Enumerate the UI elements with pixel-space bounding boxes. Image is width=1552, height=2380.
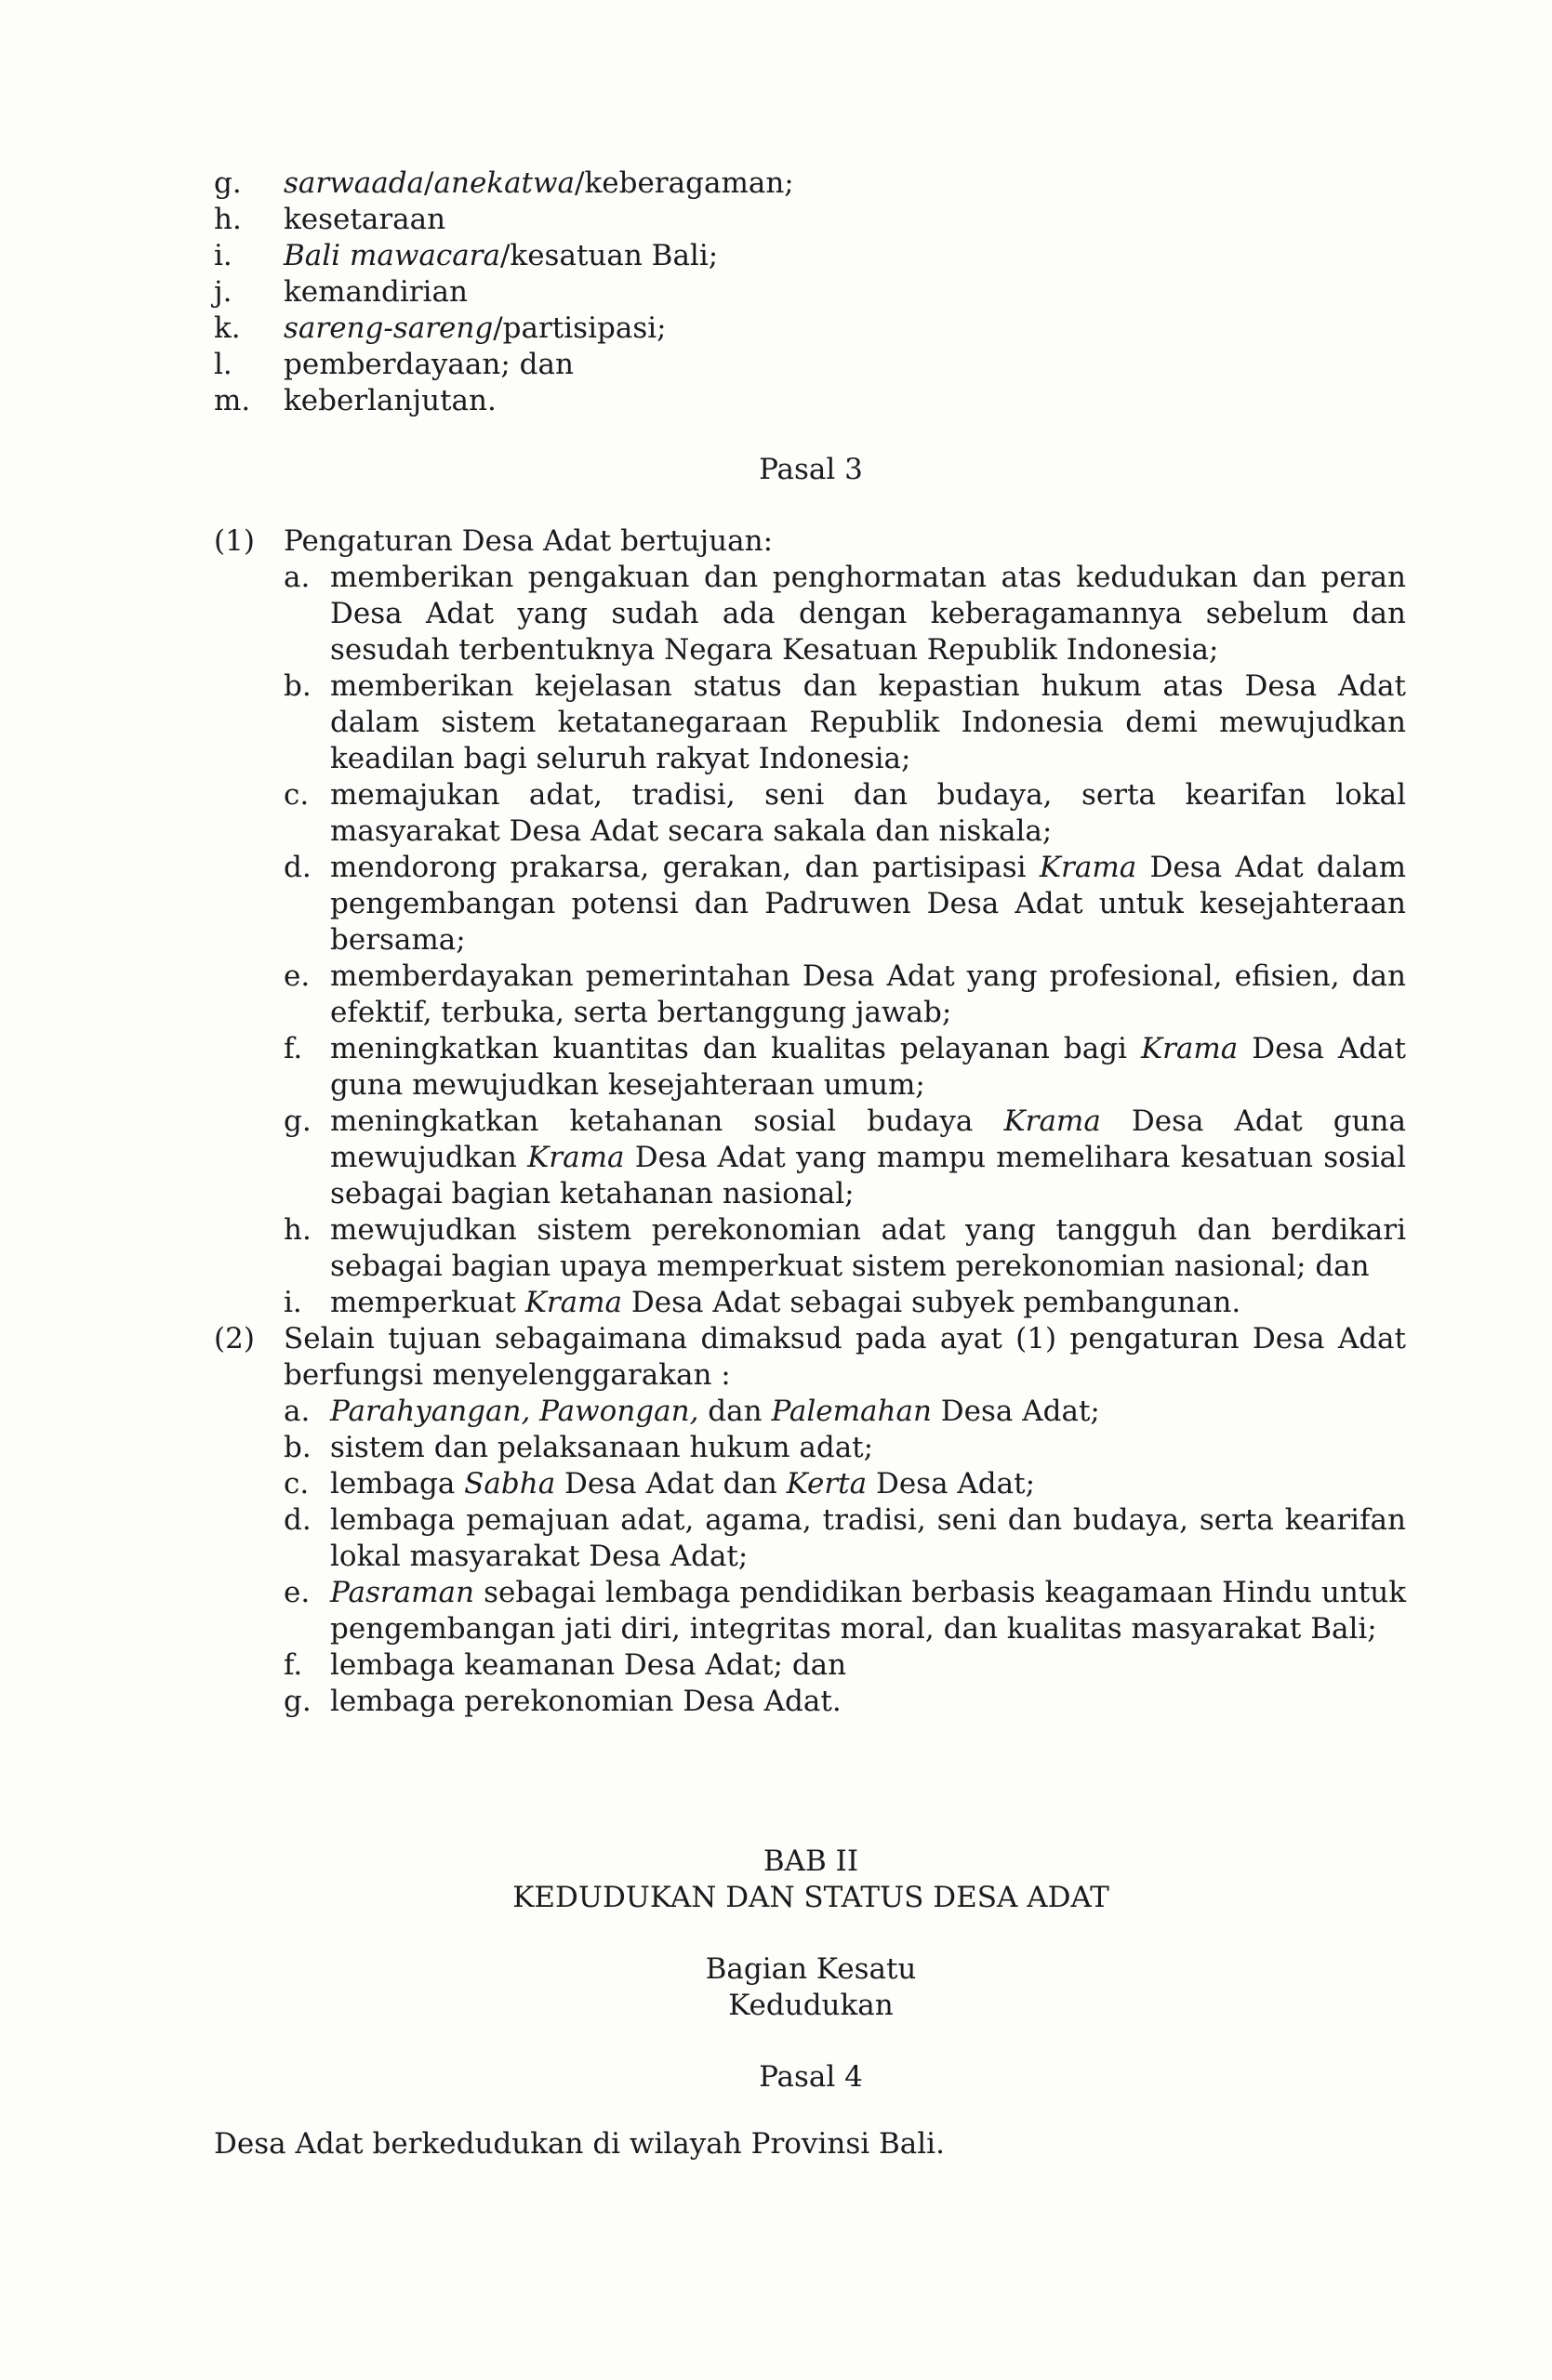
sub-item-label: h.: [284, 1213, 312, 1247]
sub-item-text: [330, 560, 1406, 668]
text-run: Desa Adat dan: [555, 1467, 787, 1501]
list-item-label: k.: [214, 311, 241, 345]
sub-item-label: e.: [284, 1576, 311, 1609]
text-run: meningkatkan kuantitas dan kualitas pelayanan bagi: [330, 1032, 1141, 1065]
italic-term: Parahyangan, Pawongan,: [330, 1395, 699, 1428]
list-item-label: m.: [214, 384, 251, 417]
list-item-text: [284, 347, 958, 383]
sub-item-label: e.: [284, 959, 311, 993]
sub-item-label: i.: [284, 1286, 302, 1319]
sub-item-label: f.: [284, 1032, 303, 1065]
ayat-2-items: [284, 1394, 1406, 1720]
sub-item-text: [330, 959, 1406, 1031]
list-item: [214, 165, 958, 202]
sub-item-text: [330, 1031, 1406, 1104]
sub-item: [284, 1430, 1406, 1466]
sub-item: [284, 1394, 1406, 1430]
text-run: pemberdayaan; dan: [284, 348, 574, 381]
sub-item-text: [330, 1575, 1406, 1647]
sub-item-text: [330, 1502, 1406, 1575]
sub-item-text: [330, 1212, 1406, 1285]
text-run: sistem dan pelaksanaan hukum adat;: [330, 1431, 874, 1464]
sub-item: [284, 1031, 1406, 1104]
sub-item-label: b.: [284, 1431, 312, 1464]
text-run: Desa Adat dalam pengembangan potensi dan Padruwen Desa Adat untuk kesejahteraan bersama;: [330, 851, 1406, 957]
list-item-text: [284, 238, 958, 274]
text-run: Desa Adat yang mampu memelihara kesatuan sosial sebagai bagian ketahanan nasional;: [330, 1141, 1407, 1210]
text-run: Desa Adat;: [931, 1395, 1100, 1428]
sub-item: [284, 668, 1406, 777]
ayat-intro: Selain tujuan sebagaimana dimaksud pada ayat (1) pengaturan Desa Adat berfungsi menyelenggarakan :: [284, 1322, 1406, 1392]
italic-term: Krama: [1039, 851, 1137, 884]
sub-item-text: [330, 668, 1406, 777]
list-item: [214, 202, 958, 238]
italic-term: sarwaada: [284, 166, 425, 200]
text-run: Desa Adat guna mewujudkan kesejahteraan umum;: [330, 1032, 1406, 1102]
sub-item-text: [330, 1466, 1406, 1502]
italic-term: sareng-sareng: [284, 311, 494, 345]
text-run: memberikan pengakuan dan penghormatan atas kedudukan dan peran Desa Adat yang sudah ada dengan keberagamannya sebelum dan sesudah terbentuknya Negara Kesatuan Republik Indonesia;: [330, 561, 1406, 667]
sub-item: [284, 1466, 1406, 1502]
list-item: [214, 347, 958, 383]
italic-term: Krama: [1140, 1032, 1239, 1065]
text-run: memajukan adat, tradisi, seni dan budaya, serta kearifan lokal masyarakat Desa Adat secara sakala dan niskala;: [330, 778, 1406, 848]
list-item: [214, 238, 958, 274]
ayat-2: [214, 1321, 1406, 1720]
sub-item: [284, 560, 1406, 668]
italic-term: Kerta: [786, 1467, 868, 1501]
sub-item-text: [330, 1394, 1406, 1430]
italic-term: Krama: [527, 1141, 625, 1174]
pasal-4-heading: Pasal 4: [759, 2060, 863, 2094]
sub-item: [284, 850, 1406, 959]
italic-term: Palemahan: [771, 1395, 932, 1428]
sub-item-label: a.: [284, 561, 311, 594]
text-run: keberlanjutan.: [284, 384, 497, 417]
list-item-label: l.: [214, 348, 232, 381]
sub-item: [284, 1104, 1406, 1212]
list-item: [214, 311, 958, 347]
text-run: /: [424, 166, 434, 200]
italic-term: Sabha: [464, 1467, 556, 1501]
bagian-title: Kedudukan: [728, 1989, 894, 2022]
bagian-number: Bagian Kesatu: [705, 1952, 917, 1986]
list-item-label: i.: [214, 239, 232, 272]
italic-term: Pasraman: [330, 1576, 474, 1609]
sub-item-text: [330, 1104, 1406, 1212]
text-run: lembaga keamanan Desa Adat; dan: [330, 1648, 847, 1682]
sub-item-text: [330, 1647, 1406, 1684]
list-item: [214, 274, 958, 311]
asas-list: [214, 165, 958, 419]
text-run: mewujudkan sistem perekonomian adat yang tangguh dan berdikari sebagai bagian upaya memperkuat sistem perekonomian nasional; dan: [330, 1213, 1406, 1283]
pasal-3-heading: Pasal 3: [759, 453, 863, 486]
text-run: dan: [698, 1395, 772, 1428]
list-item-text: [284, 165, 958, 202]
sub-item: [284, 959, 1406, 1031]
pasal-3-body: [214, 523, 1406, 1720]
text-run: /kesatuan Bali;: [499, 239, 719, 272]
text-run: lembaga pemajuan adat, agama, tradisi, seni dan budaya, serta kearifan lokal masyarakat Desa Adat;: [330, 1503, 1406, 1573]
text-run: /partisipasi;: [493, 311, 667, 345]
ayat-number: (1): [214, 524, 255, 558]
text-run: Desa Adat sebagai subyek pembangunan.: [622, 1286, 1241, 1319]
sub-item-text: [330, 850, 1406, 959]
list-item-label: j.: [214, 275, 232, 309]
text-run: lembaga perekonomian Desa Adat.: [330, 1685, 842, 1718]
pasal-4-text: Desa Adat berkedudukan di wilayah Provinsi Bali.: [214, 2127, 945, 2161]
text-run: memperkuat: [330, 1286, 525, 1319]
bab-number: BAB II: [763, 1844, 859, 1878]
sub-item: [284, 1212, 1406, 1285]
sub-item-label: f.: [284, 1648, 303, 1682]
text-run: lembaga: [330, 1467, 465, 1501]
sub-item: [284, 1285, 1406, 1321]
ayat-number: (2): [214, 1322, 255, 1355]
sub-item-label: c.: [284, 1467, 310, 1501]
sub-item-text: [330, 1430, 1406, 1466]
ayat-1-items: [284, 560, 1406, 1321]
list-item-text: [284, 383, 958, 419]
italic-term: anekatwa: [433, 166, 576, 200]
list-item-label: g.: [214, 166, 242, 200]
sub-item: [284, 1575, 1406, 1647]
text-run: Desa Adat;: [867, 1467, 1036, 1501]
text-run: kemandirian: [284, 275, 468, 309]
ayat-1: [214, 523, 1406, 1321]
italic-term: Krama: [1003, 1104, 1101, 1138]
sub-item-label: g.: [284, 1685, 312, 1718]
sub-item-label: g.: [284, 1104, 312, 1138]
list-item-text: [284, 202, 958, 238]
list-item-text: [284, 311, 958, 347]
sub-item-label: b.: [284, 669, 312, 703]
sub-item-text: [330, 777, 1406, 850]
sub-item: [284, 1684, 1406, 1720]
sub-item-label: a.: [284, 1395, 311, 1428]
sub-item-text: [330, 1684, 1406, 1720]
italic-term: Krama: [524, 1286, 623, 1319]
sub-item: [284, 1647, 1406, 1684]
list-item-label: h.: [214, 203, 242, 236]
ayat-intro: Pengaturan Desa Adat bertujuan:: [284, 524, 774, 558]
text-run: Desa Adat guna mewujudkan: [330, 1104, 1406, 1174]
sub-item-label: d.: [284, 851, 312, 884]
text-run: sebagai lembaga pendidikan berbasis keagamaan Hindu untuk pengembangan jati diri, integritas moral, dan kualitas masyarakat Bali;: [330, 1576, 1406, 1646]
sub-item-label: c.: [284, 778, 310, 812]
text-run: mendorong prakarsa, gerakan, dan partisipasi: [330, 851, 1040, 884]
text-run: /keberagaman;: [575, 166, 794, 200]
sub-item-text: [330, 1285, 1406, 1321]
italic-term: Bali mawacara: [284, 239, 500, 272]
sub-item: [284, 1502, 1406, 1575]
list-item-text: [284, 274, 958, 311]
bab-title: KEDUDUKAN DAN STATUS DESA ADAT: [512, 1881, 1109, 1914]
sub-item-label: d.: [284, 1503, 312, 1537]
text-run: meningkatkan ketahanan sosial budaya: [330, 1104, 1004, 1138]
text-run: kesetaraan: [284, 203, 446, 236]
text-run: memberikan kejelasan status dan kepastian hukum atas Desa Adat dalam sistem ketatanegaraan Republik Indonesia demi mewujudkan keadilan bagi seluruh rakyat Indonesia;: [330, 669, 1406, 775]
text-run: memberdayakan pemerintahan Desa Adat yang profesional, efisien, dan efektif, terbuka, serta bertanggung jawab;: [330, 959, 1406, 1029]
sub-item: [284, 777, 1406, 850]
list-item: [214, 383, 958, 419]
